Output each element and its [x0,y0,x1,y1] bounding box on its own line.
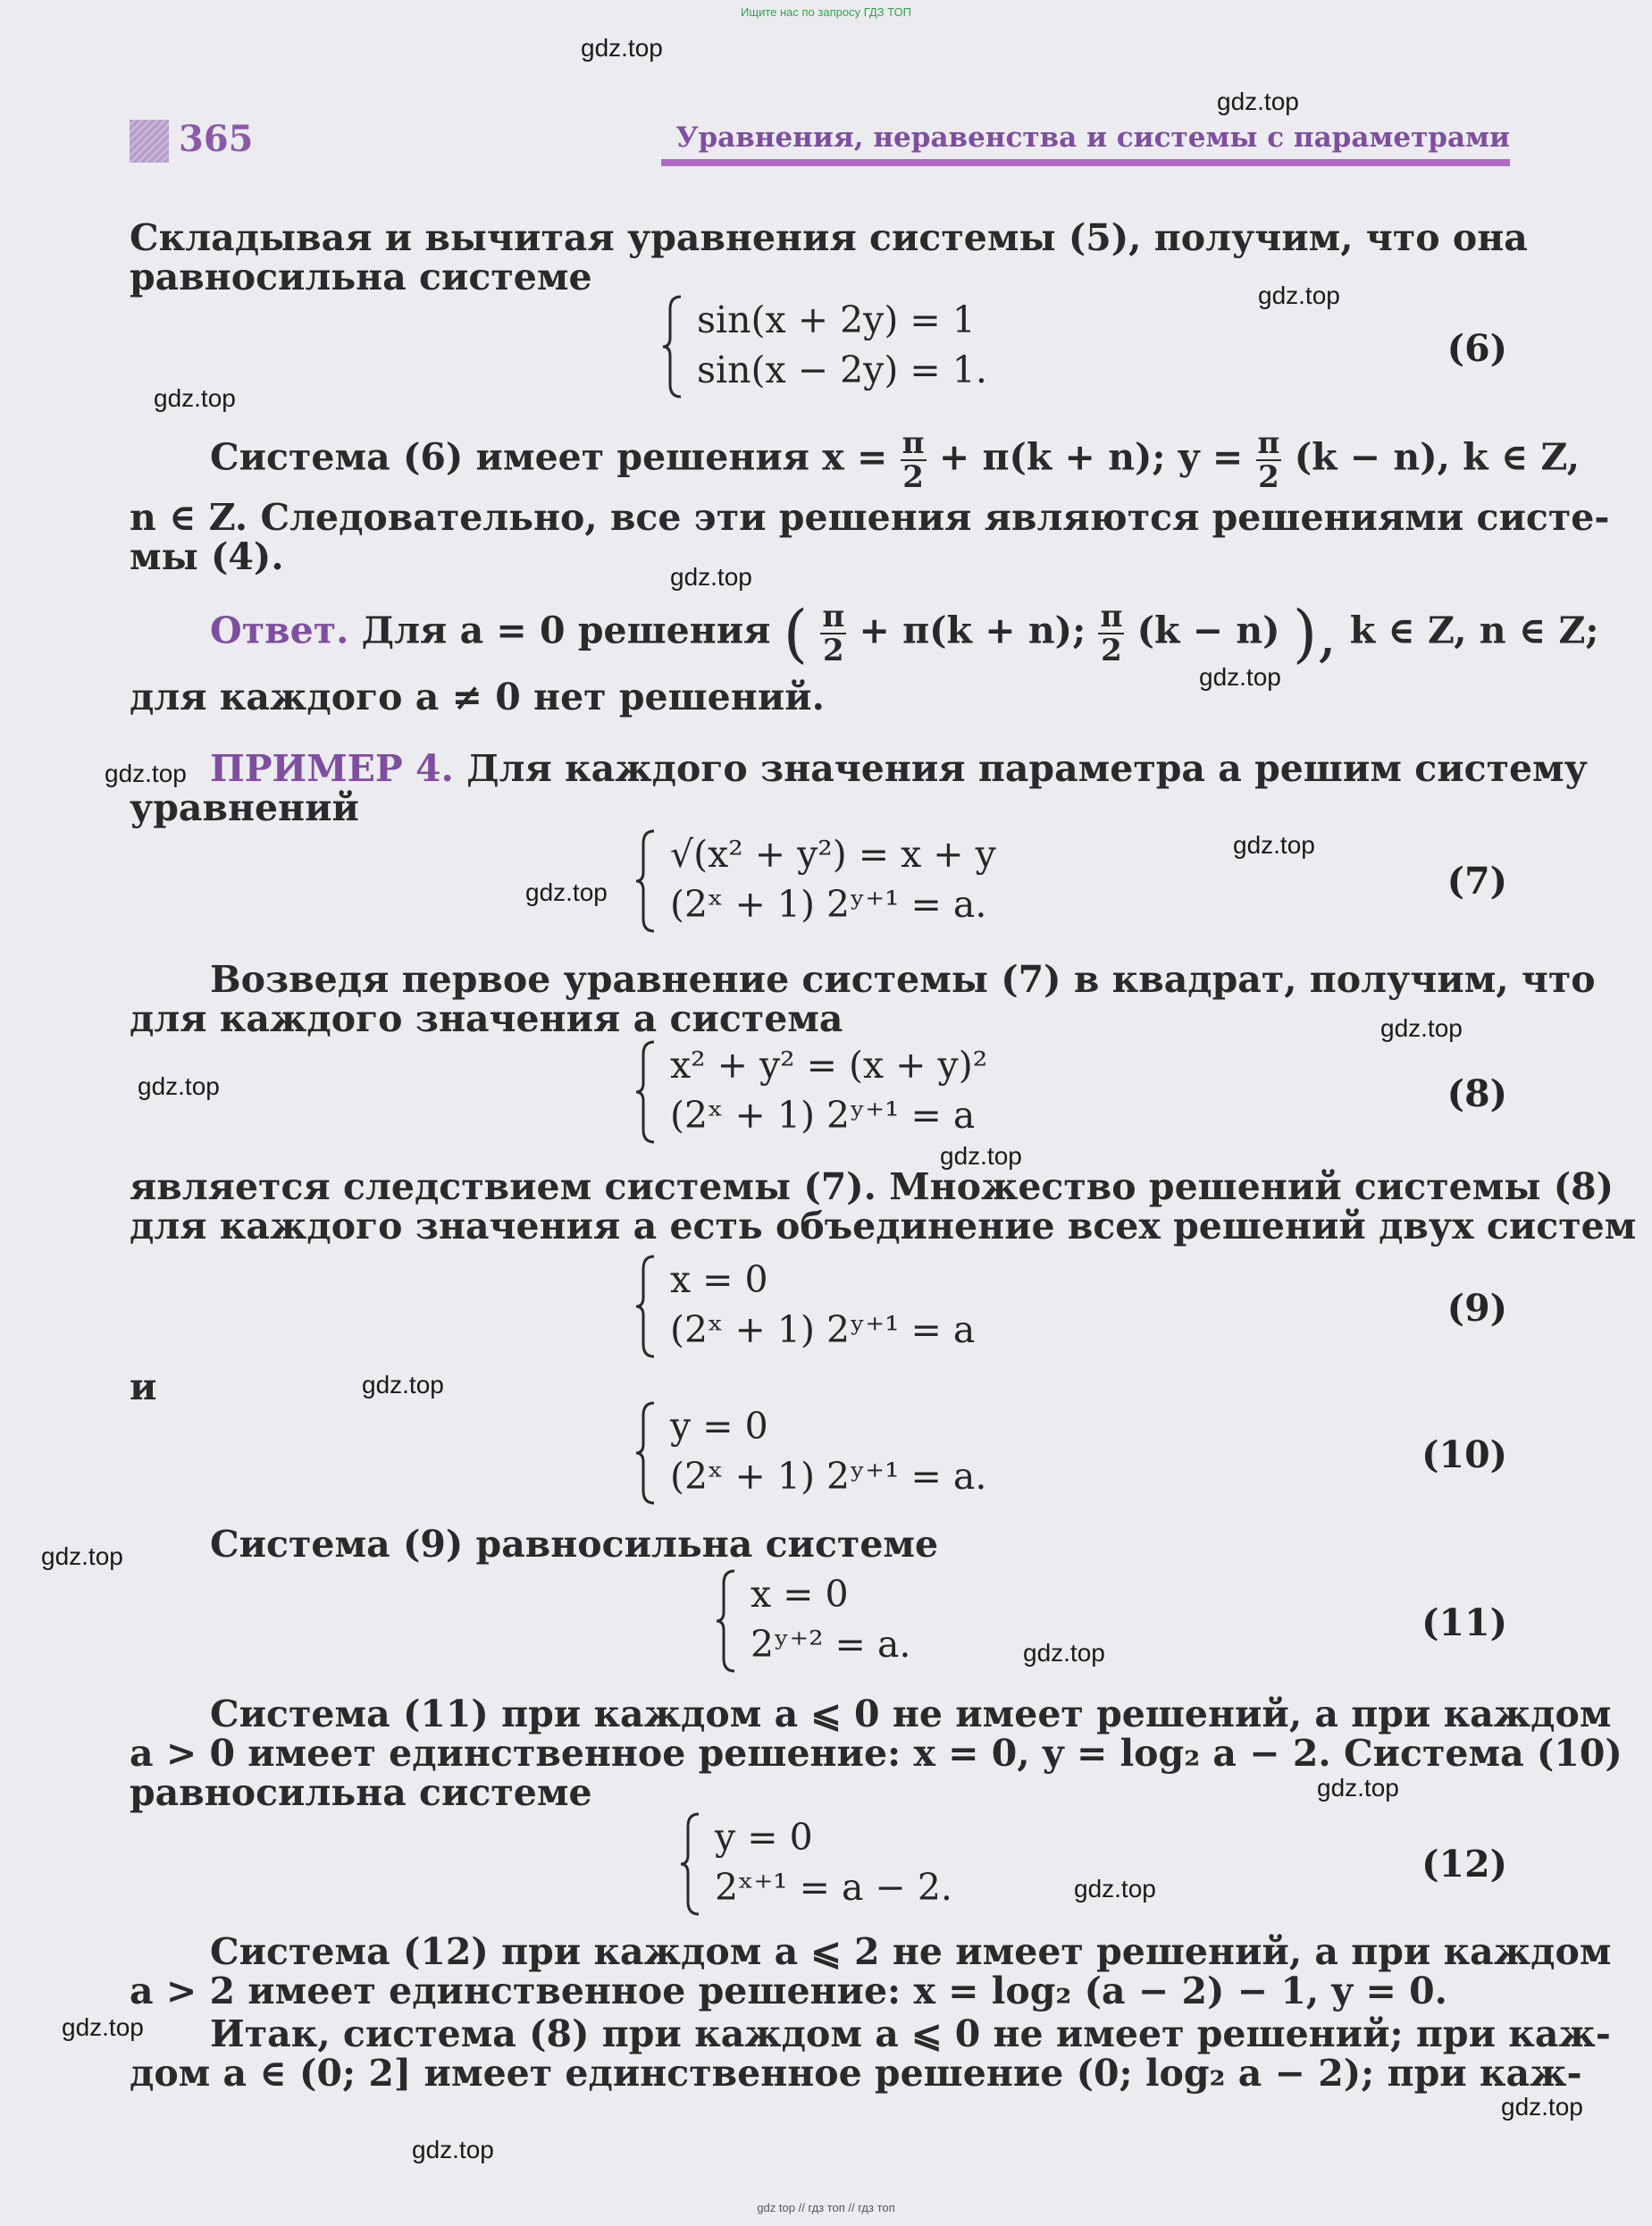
paragraph-1-line-2: равносильна системе [130,256,592,298]
system-7-line-2: (2ˣ + 1) 2ʸ⁺¹ = a. [670,883,987,926]
system-8 [634,1040,987,1144]
fraction-pi-over-2 [1098,601,1124,667]
watermark: gdz.top [1217,88,1299,115]
answer-part-a: Для a = 0 решения [361,609,771,652]
equation-number-7: (7) [1447,860,1507,903]
equation-number-11: (11) [1421,1601,1507,1644]
fraction-pi-over-2 [1256,427,1282,493]
paragraph-7-line-1: Система (12) при каждом a ⩽ 2 не имеет решений, а при каждом [210,1930,1612,1973]
page-number: 365 [179,118,254,160]
system-11 [715,1569,910,1673]
paragraph-6-line-2: a > 0 имеет единственное решение: x = 0, y = log₂ a − 2. Система (10) [130,1732,1623,1775]
watermark: gdz.top [1023,1639,1105,1667]
top-note: Ищите нас по запросу ГДЗ ТОП [741,5,911,19]
watermark: gdz.top [154,384,236,412]
answer-part-d: k ∈ Z, n ∈ Z; [1349,609,1599,652]
left-paren-icon: ( [783,597,809,670]
watermark: gdz.top [105,760,187,787]
watermark: gdz.top [1199,663,1281,691]
system-12-line-1: y = 0 [715,1816,813,1859]
equation-number-12: (12) [1421,1843,1507,1886]
watermark: gdz.top [62,2013,144,2041]
watermark: gdz.top [940,1142,1022,1170]
paragraph-3-line-1: Возведя первое уравнение системы (7) в квадрат, получим, что [210,958,1596,1001]
paragraph-5: Система (9) равносильна системе [210,1523,939,1566]
system-9-line-2: (2ˣ + 1) 2ʸ⁺¹ = a [670,1308,976,1351]
fraction-denominator: 2 [822,633,844,668]
system-8-line-1: x² + y² = (x + y)² [670,1044,988,1087]
answer-line-1 [210,597,1599,670]
example-4-line-1 [210,749,1588,788]
paragraph-2-line-1 [210,427,1580,493]
paragraph-3-line-2: для каждого значения a система [130,997,843,1040]
answer-label: Ответ. [210,609,349,652]
watermark: gdz.top [525,878,608,906]
watermark: gdz.top [41,1542,123,1570]
paragraph-4-line-1: является следствием системы (7). Множество решений системы (8) [130,1165,1614,1208]
paragraph-2-part-c: (k − n), k ∈ Z, [1294,435,1580,479]
system-8-line-2: (2ˣ + 1) 2ʸ⁺¹ = a [670,1094,976,1137]
fraction-pi-over-2 [901,427,927,493]
page-header [130,114,1510,170]
fraction-numerator: π [1257,425,1280,461]
fraction-pi-over-2 [820,601,846,667]
system-9 [634,1255,975,1358]
paragraph-2-part-b: + π(k + n); y = [938,435,1244,479]
answer-line-2: для каждого a ≠ 0 нет решений. [130,676,825,718]
equation-number-10: (10) [1421,1433,1507,1476]
paragraph-2-line-3: мы (4). [130,535,284,578]
watermark: gdz.top [138,1072,220,1100]
paragraph-4-line-2: для каждого значения a есть объединение всех решений двух систем [130,1205,1637,1247]
fraction-denominator: 2 [902,459,924,495]
system-10-line-1: y = 0 [670,1405,768,1448]
watermark: gdz.top [1501,2093,1583,2121]
fraction-denominator: 2 [1101,633,1122,668]
watermark: gdz.top [581,34,663,62]
header-rule [661,159,1510,166]
brace-icon [715,1569,738,1673]
brace-icon [634,1401,658,1505]
watermark: gdz.top [670,563,752,591]
system-10-line-2: (2ˣ + 1) 2ʸ⁺¹ = a. [670,1455,987,1498]
example-4-text: Для каждого значения параметра a решим систему [466,747,1588,790]
fraction-numerator: π [901,425,925,461]
paragraph-1-line-1: Складывая и вычитая уравнения системы (5), получим, что она [130,216,1528,259]
system-11-line-1: x = 0 [751,1573,849,1616]
brace-icon [634,1255,658,1358]
example-label: ПРИМЕР 4. [210,747,454,790]
system-11-line-2: 2ʸ⁺² = a. [751,1623,911,1666]
paragraph-8-line-1: Итак, система (8) при каждом a ⩽ 0 не имеет решений; при каж- [210,2012,1611,2055]
bottom-note: gdz top // гдз топ // гдз топ [757,2201,895,2214]
paragraph-6-line-3: равносильна системе [130,1771,592,1814]
brace-icon [634,1040,658,1144]
system-7-line-1: √(x² + y²) = x + y [670,833,996,876]
system-9-line-1: x = 0 [670,1258,768,1301]
page-number-marker [130,120,169,163]
answer-part-c: (k − n) [1136,609,1280,652]
watermark: gdz.top [362,1371,444,1399]
fraction-numerator: π [1100,599,1123,634]
watermark: gdz.top [1380,1014,1463,1042]
watermark: gdz.top [1074,1875,1156,1903]
system-10 [634,1401,986,1505]
system-6-line-1: sin(x + 2y) = 1 [697,298,976,341]
equation-number-9: (9) [1447,1287,1507,1330]
equation-number-8: (8) [1447,1072,1507,1115]
watermark: gdz.top [412,2136,494,2163]
system-12 [679,1812,952,1916]
conjunction-and: и [130,1365,157,1408]
brace-icon [661,295,684,399]
right-paren-icon: ), [1292,597,1338,670]
system-6 [661,295,987,399]
system-7 [634,829,996,933]
paragraph-8-line-2: дом a ∈ (0; 2] имеет единственное решение (0; log₂ a − 2); при каж- [130,2052,1582,2095]
brace-icon [679,1812,702,1916]
paragraph-2-part-a: Система (6) имеет решения x = [210,435,888,479]
system-6-line-2: sin(x − 2y) = 1. [697,349,987,391]
paragraph-2-line-2: n ∈ Z. Следовательно, все эти решения являются решениями систе- [130,496,1610,539]
system-12-line-2: 2ˣ⁺¹ = a − 2. [715,1866,952,1909]
paragraph-7-line-2: a > 2 имеет единственное решение: x = log₂ (a − 2) − 1, y = 0. [130,1970,1447,2012]
paragraph-6-line-1: Система (11) при каждом a ⩽ 0 не имеет решений, а при каждом [210,1693,1612,1735]
fraction-denominator: 2 [1258,459,1279,495]
fraction-numerator: π [822,599,845,634]
watermark: gdz.top [1233,831,1315,859]
brace-icon [634,829,658,933]
watermark: gdz.top [1258,281,1340,309]
running-title: Уравнения, неравенства и системы с параметрами [675,122,1510,154]
answer-part-b: + π(k + n); [859,609,1086,652]
equation-number-6: (6) [1447,327,1507,370]
example-4-line-2: уравнений [130,786,359,829]
watermark: gdz.top [1317,1774,1399,1802]
